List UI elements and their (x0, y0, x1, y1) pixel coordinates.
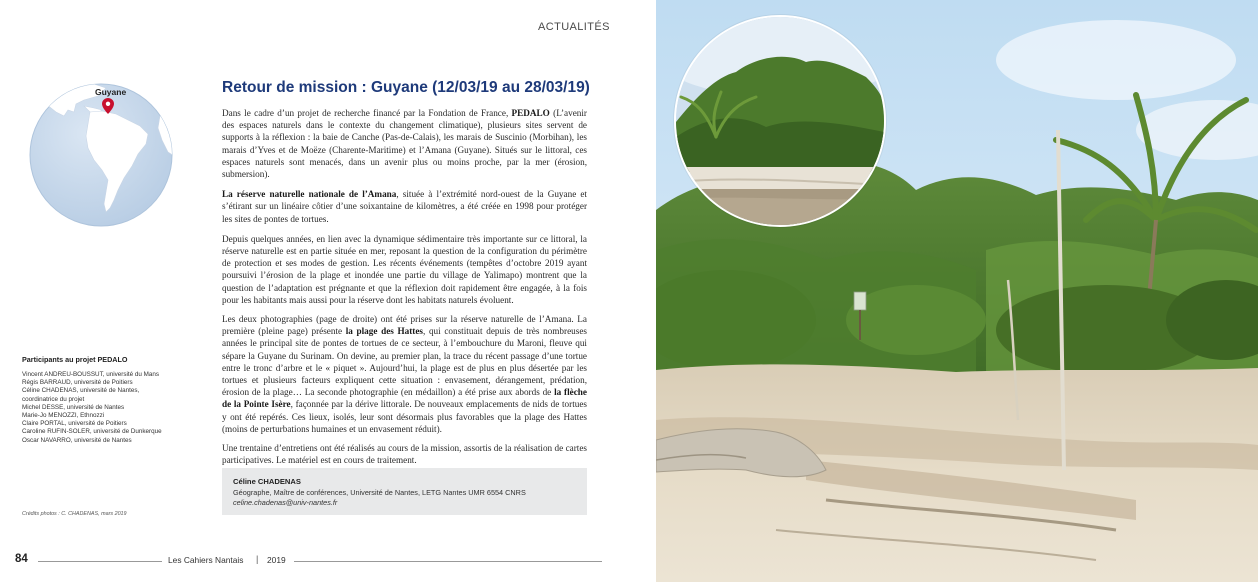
page-footer (0, 553, 656, 569)
footer-separator: | (256, 554, 259, 564)
article-body (222, 107, 587, 473)
participant-line: coordinatrice du projet (22, 395, 85, 403)
paragraph: Une trentaine d’entretiens ont été réalisés au cours de la mission, assortis de la réalisation de cartes participatives. Le matériel est en cours de traitement. (222, 443, 587, 466)
map-label: Guyane (95, 87, 127, 97)
section-label: ACTUALITÉS (538, 21, 610, 33)
emphasis-text: PEDALO (511, 108, 550, 118)
globe-icon (28, 82, 174, 228)
participants-box (22, 355, 202, 445)
participant-line: Céline CHADENAS, université de Nantes, (22, 387, 140, 395)
participants-title: Participants au projet PEDALO (22, 355, 128, 364)
map-pin-icon (102, 98, 114, 114)
participant-line: Régis BARRAUD, université de Poitiers (22, 379, 133, 387)
emphasis-text: la plage des Hattes (345, 326, 424, 337)
photo-credits: Crédits photos : C. CHADENAS, mars 2019 (22, 511, 127, 517)
paragraph: Les deux photographies (page de droite) ont été prises sur la réserve naturelle de l’Amana. La première (pleine page) présente la plage des Hattes, qui constituait depuis de très nombreuses années le principal site de pontes de tortues de ce secteur, à l’embouchure du Maroni, fleuve qui sépare la Guyane du Surinam. On devine, au premier plan, la trace du récent passage d’une tortue entre le tronc d’arbre et le « piquet ». Aujourd’hui, la plage est de plus en plus désertée par les tortues et plusieurs facteurs expliquent cette situation : envasement, dérangement, prédation, érosion de la plage… La seconde photographie (en médaillon) a été prise aux abords de la flèche de la Pointe Isère, façonnée par la dérive littorale. De nouveaux emplacements de nids de tortues y ont été repérés. Ces lieux, isolés, leur sont désormais plus favorables que la plage des Hattes (moins de perturbations humaines et un envasement réduit). (222, 314, 587, 434)
article-title: Retour de mission : Guyane (12/03/19 au 28/03/19) (222, 79, 590, 96)
footer-rule (38, 561, 162, 562)
paragraph: Depuis quelques années, en lien avec la dynamique sédimentaire très importante sur ce littoral, la réserve naturelle est en partie située en mer, reposant la question de la configuration du périmètre de protection et ses modes de gestion. Les récents événements (tempêtes d’octobre 2019 ayant poursuivi l’érosion de la plage et inondée une partie du village de Yalimapo) montrent que la question de l’adaptation est prégnante et que la réflexion doit rapidement être engagée, à la fois pour les habitants mais aussi pour la réserve dont les habitats naturels évoluent. (222, 233, 587, 305)
author-name: Céline CHADENAS (233, 477, 301, 486)
globe-map (28, 82, 174, 228)
paragraph: Dans le cadre d’un projet de recherche financé par la Fondation de France, PEDALO (L’avenir des espaces naturels dans le contexte du changement climatique), plusieurs sites servent de supports à la réflexion : la baie de Canche (Pas-de-Calais), les marais de Suscinio (Morbihan), les marais d’Yves et de Moëze (Charente-Maritime) et l’Amana (Guyane). Situés sur le littoral, ces espaces naturels sont menacés, dans un avenir plus ou moins proche, par la mer (érosion, submersion). (222, 108, 587, 180)
participant-line: Marie-Jo MENOZZI, Ethnozzi (22, 412, 105, 420)
footer-rule (294, 561, 602, 562)
paragraph: La réserve naturelle nationale de l’Amana, située à l’extrémité nord-ouest de la Guyane et s’étirant sur un linéaire côtier d’une soixantaine de kilomètres, a été créée en 1998 pour protéger les sites de pontes de tortues. (222, 189, 587, 224)
magazine-year: 2019 (267, 555, 286, 565)
participant-line: Vincent ANDREU-BOUSSUT, université du Mans (22, 371, 160, 378)
author-box (222, 468, 587, 515)
emphasis-text: la flèche de la Pointe Isère (222, 387, 587, 410)
medallion-photo (674, 15, 886, 227)
emphasis-text: La réserve naturelle nationale de l’Amana (222, 189, 397, 200)
participant-line: Michel DESSE, université de Nantes (22, 403, 125, 411)
participant-line: Oscar NAVARRO, université de Nantes (22, 436, 132, 444)
medallion-photo-image (676, 17, 884, 225)
participant-line: Caroline RUFIN-SOLER, université de Dunkerque (22, 428, 162, 436)
author-role: Géographe, Maître de conférences, Université de Nantes, LETG Nantes UMR 6554 CNRS (233, 488, 526, 497)
participant-line: Claire PORTAL, université de Poitiers (22, 420, 127, 428)
author-email: celine.chadenas@univ-nantes.fr (233, 498, 338, 507)
page-number: 84 (15, 553, 28, 565)
magazine-name: Les Cahiers Nantais (168, 555, 244, 565)
